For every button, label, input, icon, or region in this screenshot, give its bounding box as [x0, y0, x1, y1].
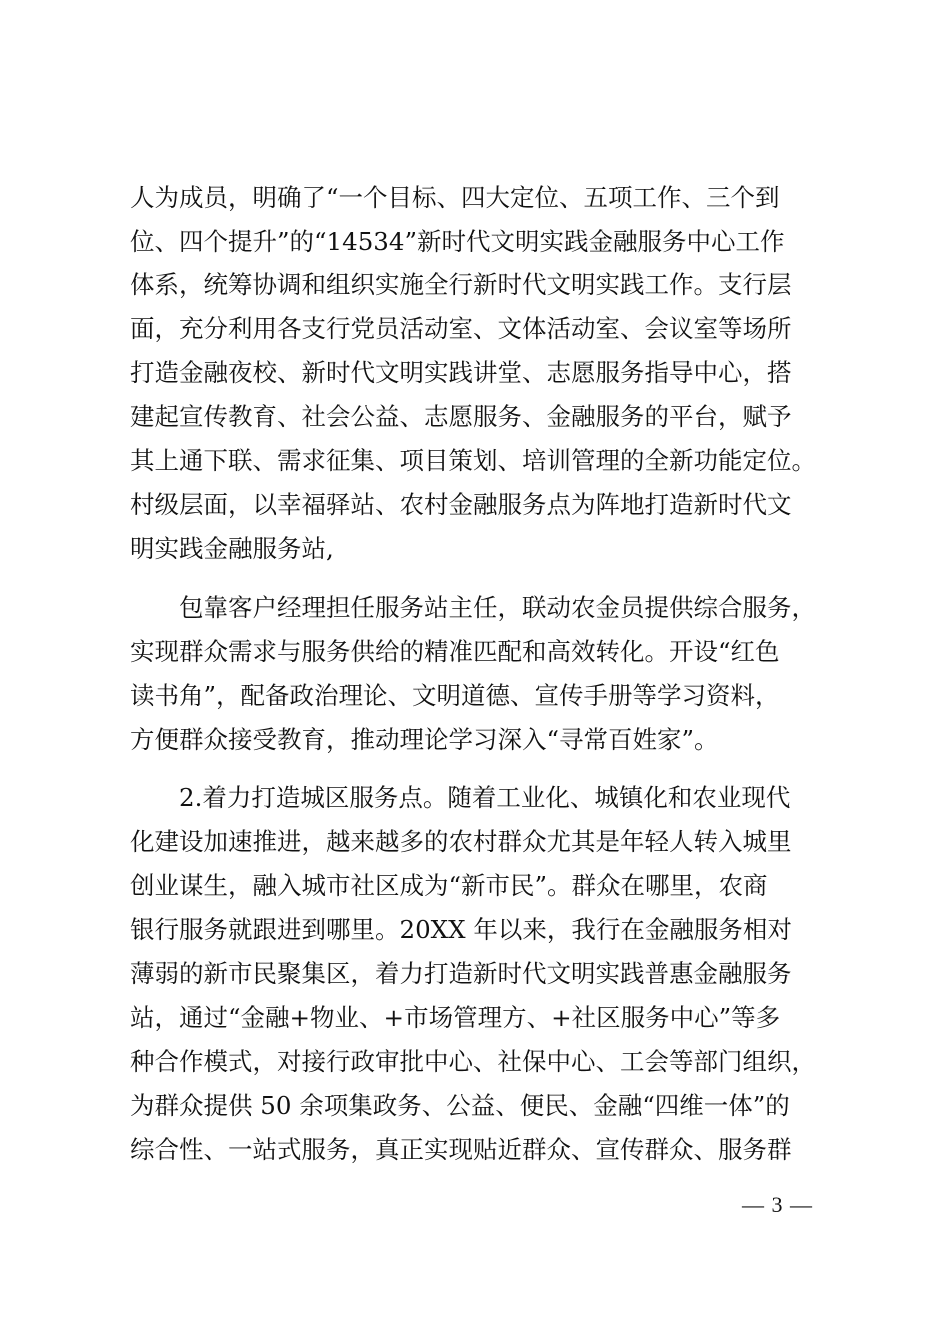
text-line: 明实践金融服务站, [130, 534, 334, 563]
text-line: 创业谋生，融入城市社区成为“新市民”。群众在哪里，农商 [130, 871, 768, 900]
text-line: 种合作模式，对接行政审批中心、社保中心、工会等部门组织， [130, 1047, 816, 1076]
text-line: 人为成员，明确了“一个目标、四大定位、五项工作、三个到 [130, 183, 780, 212]
text-line: 村级层面，以幸福驿站、农村金融服务点为阵地打造新时代文 [130, 490, 792, 519]
text-line: 面，充分利用各支行党员活动室、文体活动室、会议室等场所 [130, 314, 792, 343]
text-line: 化建设加速推进，越来越多的农村群众尤其是年轻人转入城里 [130, 827, 792, 856]
text-line: 方便群众接受教育，推动理论学习深入“寻常百姓家”。 [130, 725, 719, 754]
text-line: 位、四个提升”的“14534”新时代文明实践金融服务中心工作 [130, 227, 785, 256]
text-line: 银行服务就跟进到哪里。20XX 年以来，我行在金融服务相对 [130, 915, 792, 944]
page-number: — 3 — [742, 1192, 813, 1217]
text-line: 打造金融夜校、新时代文明实践讲堂、志愿服务指导中心，搭 [130, 358, 792, 387]
text-line: 实现群众需求与服务供给的精准匹配和高效转化。开设“红色 [130, 637, 780, 666]
text-line: 2.着力打造城区服务点。随着工业化、城镇化和农业现代 [130, 783, 791, 812]
text-line: 其上通下联、需求征集、项目策划、培训管理的全新功能定位。 [130, 446, 816, 475]
text-line: 包靠客户经理担任服务站主任，联动农金员提供综合服务， [130, 593, 816, 622]
text-line: 综合性、一站式服务，真正实现贴近群众、宣传群众、服务群 [130, 1135, 792, 1164]
text-line: 体系，统筹协调和组织实施全行新时代文明实践工作。支行层 [130, 270, 792, 299]
text-line: 站，通过“金融+物业、+市场管理方、+社区服务中心”等多 [130, 1003, 781, 1032]
text-line: 读书角”，配备政治理论、文明道德、宣传手册等学习资料， [130, 681, 780, 710]
text-line: 薄弱的新市民聚集区，着力打造新时代文明实践普惠金融服务 [130, 959, 792, 988]
text-line: 建起宣传教育、社会公益、志愿服务、金融服务的平台，赋予 [130, 402, 792, 431]
text-line: 为群众提供 50 余项集政务、公益、便民、金融“四维一体”的 [130, 1091, 790, 1120]
